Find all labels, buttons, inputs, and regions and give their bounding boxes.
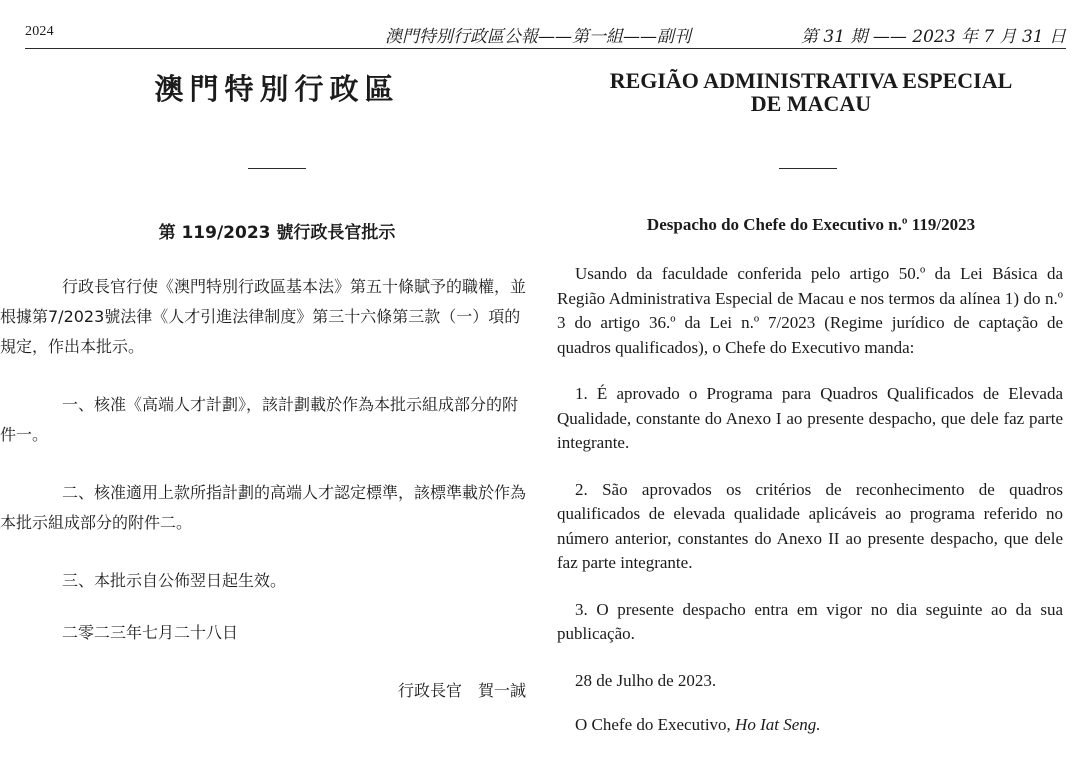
despacho-heading-portuguese: Despacho do Chefe do Executivo n.º 119/2023: [646, 215, 976, 234]
portuguese-column: [557, 55, 1065, 759]
publication-title: 澳門特別行政區公報——第一組——副刊: [385, 27, 691, 47]
region-title-portuguese: [557, 69, 1065, 115]
paragraph-date: 28 de Julho de 2023.: [575, 670, 717, 690]
region-title-line-1: REGIÃO ADMINISTRATIVA ESPECIAL: [609, 68, 1013, 93]
page-number: 2024: [25, 24, 54, 39]
signature-role: O Chefe do Executivo,: [575, 715, 736, 734]
paragraph-item-1: 一、核准《高端人才計劃》，該計劃載於作為本批示組成部分的附件一。: [0, 395, 519, 444]
issue-date: 第 31 期 —— 2023 年 7 月 31 日: [801, 27, 1066, 47]
paragraph-item-1: 1. É aprovado o Programa para Quadros Qualificados de Elevada Qualidade, constante do Anexo I ao presente despacho, que dele faz parte integrante.: [557, 384, 1063, 452]
paragraph-item-3: 三、本批示自公佈翌日起生效。: [62, 571, 287, 590]
body-chinese: [0, 272, 528, 706]
chinese-column: [0, 55, 530, 759]
paragraph-item-2: 二、核准適用上款所指計劃的高端人才認定標準，該標準載於作為本批示組成部分的附件二。: [0, 483, 527, 532]
running-header: [25, 18, 1066, 49]
paragraph-preamble: Usando da faculdade conferida pelo artigo 50.º da Lei Básica da Região Administrativa Especial de Macau e nos termos da alínea 1) do n.º 3 do artigo 36.º da Lei n.º 7/2023 (Regime jurídico de captação de quadros qualificados), o Chefe do Executivo manda:: [557, 264, 1063, 357]
paragraph-item-3: 3. O presente despacho entra em vigor no dia seguinte ao da sua publicação.: [557, 599, 1063, 643]
signature-portuguese: [557, 713, 1063, 738]
divider-rule: [779, 168, 837, 169]
region-title-line-2: DE MACAU: [750, 91, 872, 116]
paragraph-item-2: 2. São aprovados os critérios de reconhecimento de quadros qualificados de elevada qualidade aplicáveis ao programa referido no número anterior, constantes do Anexo II ao presente despacho, que dele faz parte integrante.: [557, 479, 1063, 572]
region-title-chinese: 澳門特別行政區: [154, 72, 400, 106]
paragraph-preamble: 行政長官行使《澳門特別行政區基本法》第五十條賦予的職權，並根據第7/2023號法律《人才引進法律制度》第三十六條第三款（一）項的規定，作出本批示。: [0, 277, 527, 356]
body-portuguese: [557, 262, 1063, 760]
signature-chinese: 行政長官 賀一誠: [397, 681, 526, 700]
divider-rule: [248, 168, 306, 169]
despacho-heading-chinese: 第 119/2023 號行政長官批示: [158, 223, 396, 243]
paragraph-date: 二零二三年七月二十八日: [62, 623, 239, 642]
signature-name: Ho Iat Seng.: [735, 715, 821, 734]
